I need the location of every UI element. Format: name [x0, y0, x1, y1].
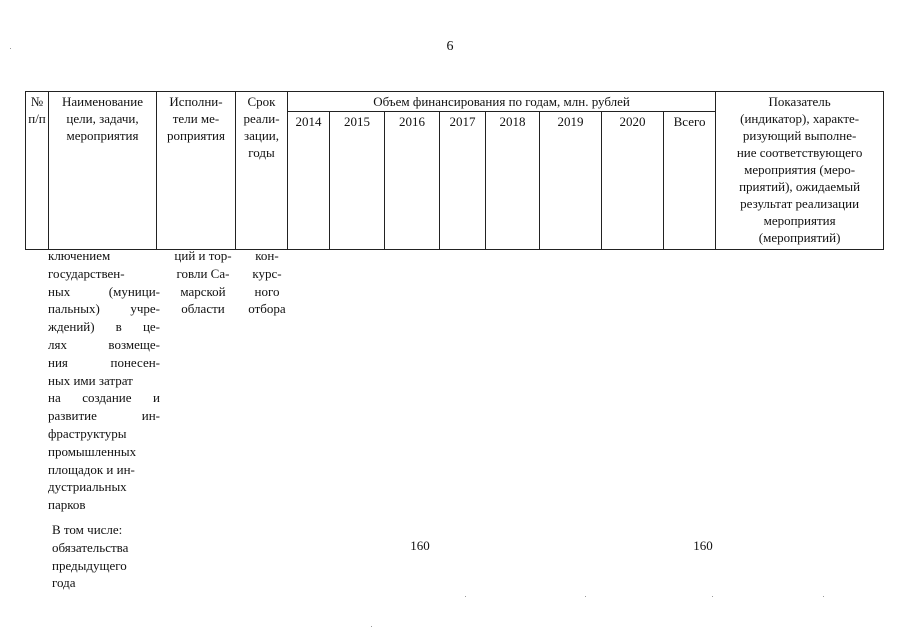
- header-executors: Исполни- тели ме- роприятия: [157, 92, 236, 250]
- scan-speck: [10, 48, 11, 49]
- measure-name-continuation: ключением государствен- ных (муници- пальных) учре- ждений) в це- лях возмеще- ния понесен- ных ими затрат на создание и развитие ин- фраструктуры промышленных площадок и ин- дустриальных парков: [48, 248, 160, 513]
- including-label: В том числе: обязательства предыдущего года: [52, 522, 129, 591]
- header-year-2016: 2016: [385, 112, 440, 250]
- header-term: Срок реали- зации, годы: [236, 92, 288, 250]
- header-total: Всего: [664, 112, 716, 250]
- scan-speck: [823, 596, 824, 597]
- term-continuation: кон- курс- ного отбора: [248, 248, 286, 317]
- executors-continuation: ций и тор- говли Са- марской области: [174, 248, 232, 317]
- header-year-2018: 2018: [486, 112, 540, 250]
- header-year-2015: 2015: [330, 112, 385, 250]
- page-number: 6: [446, 39, 454, 54]
- header-funding-title: Объем финансирования по годам, млн. рублей: [288, 92, 716, 112]
- header-year-2020: 2020: [602, 112, 664, 250]
- scan-speck: [712, 596, 713, 597]
- header-year-2014: 2014: [288, 112, 330, 250]
- funding-table-header: [25, 91, 884, 250]
- scan-speck: [465, 596, 466, 597]
- scan-speck: [371, 626, 372, 627]
- header-year-2019: 2019: [540, 112, 602, 250]
- scan-speck: [585, 596, 586, 597]
- value-2016: 160: [410, 538, 430, 553]
- header-name: Наименование цели, задачи, мероприятия: [49, 92, 157, 250]
- header-year-2017: 2017: [440, 112, 486, 250]
- value-total: 160: [693, 538, 713, 553]
- header-indicator: Показатель (индикатор), характе- ризующий выполне- ние соответствующего мероприятия (меро- приятий), ожидаемый результат реализации мероприятия (мероприятий): [716, 92, 884, 250]
- header-no: № п/п: [26, 92, 49, 250]
